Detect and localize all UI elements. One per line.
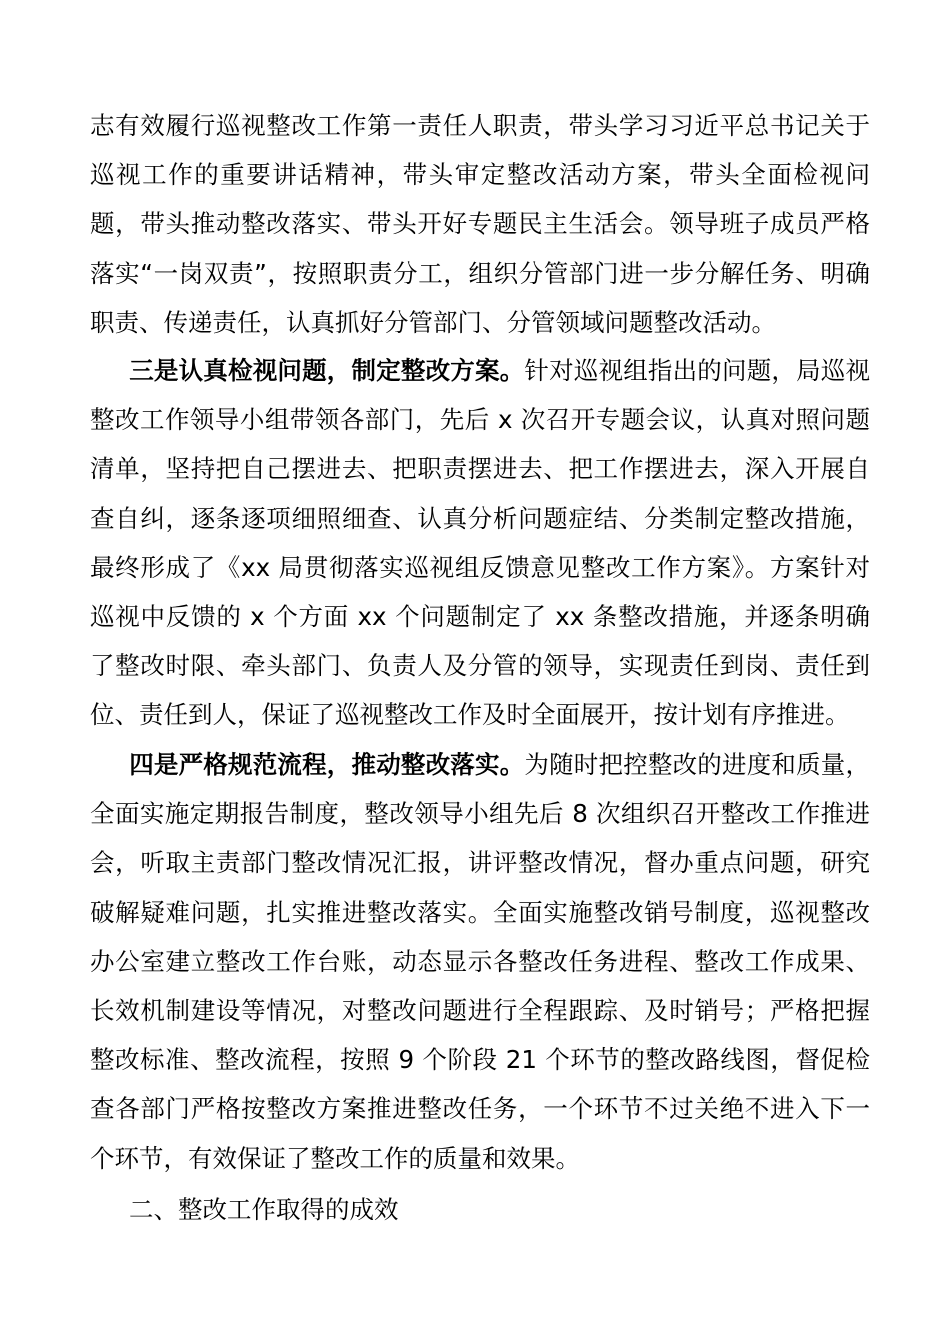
paragraph-third-body: 针对巡视组指出的问题，局巡视整改工作领导小组带领各部门，先后 x 次召开专题会议，认真对照问题清单，坚持把自己摆进去、把职责摆进去、把工作摆进去，深入开展自查自纠，逐条逐项细照细查、认真分析问题症结、分类制定整改措施，最终形成了《xx 局贯彻落实巡视组反馈意见整改工作方案》。方案针对巡视中反馈的 x 个方面 xx 个问题制定了 xx 条整改措施，并逐条明确了整改时限、牵头部门、负责人及分管的领导，实现责任到岗、责任到位、责任到人，保证了巡视整改工作及时全面展开，按计划有序推进。 <box>90 356 871 730</box>
paragraph-third-point <box>90 346 870 740</box>
paragraph-third-lead: 三是认真检视问题，制定整改方案。 <box>129 356 525 385</box>
section-heading: 二、整改工作取得的成效 <box>129 1195 399 1224</box>
paragraph-fourth-body: 为随时把控整改的进度和质量，全面实施定期报告制度，整改领导小组先后 8 次组织召开整改工作推进会，听取主责部门整改情况汇报，讲评整改情况，督办重点问题，研究破解疑难问题，扎实推进整改落实。全面实施整改销号制度，巡视整改办公室建立整改工作台账，动态显示各整改任务进程、整改工作成果、长效机制建设等情况，对整改问题进行全程跟踪、及时销号；严格把握整改标准、整改流程，按照 9 个阶段 21 个环节的整改路线图，督促检查各部门严格按整改方案推进整改任务，一个环节不过关绝不进入下一个环节，有效保证了整改工作的质量和效果。 <box>90 750 871 1173</box>
paragraph-continuation <box>90 101 870 347</box>
paragraph-continuation-text: 志有效履行巡视整改工作第一责任人职责，带头学习习近平总书记关于巡视工作的重要讲话精神，带头审定整改活动方案，带头全面检视问题，带头推动整改落实、带头开好专题民主生活会。领导班子成员严格落实“一岗双责”，按照职责分工，组织分管部门进一步分解任务、明确职责、传递责任，认真抓好分管部门、分管领域问题整改活动。 <box>90 111 870 337</box>
paragraph-fourth-lead: 四是严格规范流程，推动整改落实。 <box>129 750 525 779</box>
paragraph-fourth-point <box>90 740 870 1183</box>
